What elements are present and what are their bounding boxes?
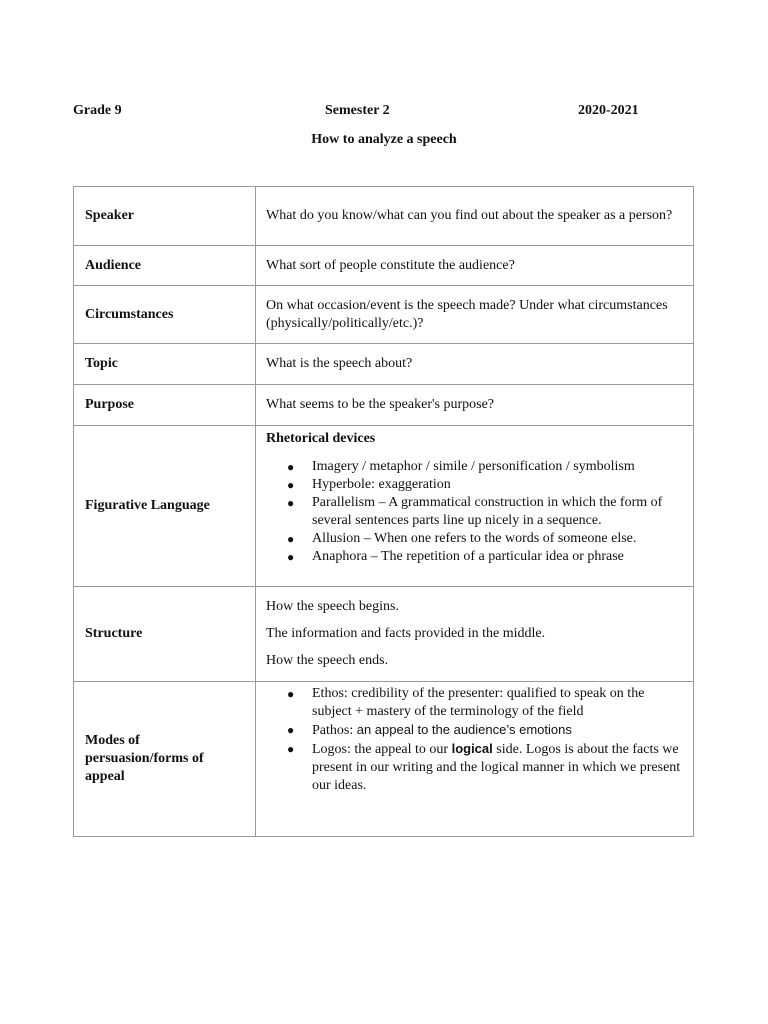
rhetorical-devices-list [266, 458, 685, 566]
row-description: What do you know/what can you find out about the speaker as a person? [256, 187, 694, 246]
table-row-audience [74, 246, 694, 286]
document-header [0, 103, 768, 123]
bullet-icon: ● [287, 460, 295, 474]
row-label: Figurative Language [74, 426, 256, 587]
table-row-topic [74, 344, 694, 385]
row-description: What seems to be the speaker's purpose? [256, 385, 694, 426]
list-item: ● Hyperbole: exaggeration [287, 477, 451, 492]
row-description: What is the speech about? [256, 344, 694, 385]
row-label: Topic [74, 344, 256, 385]
page-title: How to analyze a speech [311, 132, 457, 147]
school-year-label: 2020-2021 [578, 103, 639, 118]
table-row-circumstances [74, 286, 694, 344]
row-label: Modes of persuasion/forms of appeal [74, 682, 256, 837]
bullet-icon: ● [287, 532, 295, 546]
table-row-purpose [74, 385, 694, 426]
list-item: ● Ethos: credibility of the presenter: qualified to speak on the subject + mastery of the terminology of the field [287, 686, 645, 719]
bullet-icon: ● [287, 478, 295, 492]
list-item: ● Imagery / metaphor / simile / personification / symbolism [287, 459, 635, 474]
table-row-modes-of-persuasion [74, 682, 694, 837]
structure-paragraph: How the speech begins. [266, 599, 399, 614]
bullet-icon: ● [287, 496, 295, 510]
structure-paragraph: The information and facts provided in the middle. [266, 626, 546, 641]
speech-analysis-table [73, 186, 694, 837]
row-description [256, 587, 694, 682]
modes-list [266, 685, 685, 795]
row-label: Circumstances [74, 286, 256, 344]
list-item: ● Pathos: an appeal to the audience’s emotions [287, 722, 572, 738]
list-item: ● Allusion – When one refers to the words of someone else. [287, 531, 637, 546]
list-item: ● Parallelism – A grammatical construction in which the form of several sentences parts line up nicely in a sequence. [287, 495, 663, 528]
row-label: Structure [74, 587, 256, 682]
row-description [256, 426, 694, 587]
table-row-figurative-language [74, 426, 694, 587]
row-description [256, 682, 694, 837]
structure-paragraph: How the speech ends. [266, 653, 389, 668]
row-description: On what occasion/event is the speech made? Under what circumstances (physically/politically/etc.)? [256, 286, 694, 344]
bullet-icon: ● [287, 742, 295, 756]
grade-label: Grade 9 [73, 103, 122, 118]
bullet-icon: ● [287, 687, 295, 701]
list-item: ● Logos: the appeal to our logical side. Logos is about the facts we present in our writing and the logical manner in which we present our ideas. [287, 741, 681, 793]
rhetorical-devices-heading: Rhetorical devices [266, 431, 376, 446]
semester-label: Semester 2 [325, 103, 390, 118]
row-label: Audience [74, 246, 256, 286]
row-description: What sort of people constitute the audience? [256, 246, 694, 286]
table-row-structure [74, 587, 694, 682]
table-row-speaker [74, 187, 694, 246]
row-label: Speaker [74, 187, 256, 246]
bullet-icon: ● [287, 723, 295, 737]
bullet-icon: ● [287, 550, 295, 564]
list-item: ● Anaphora – The repetition of a particular idea or phrase [287, 549, 624, 564]
row-label: Purpose [74, 385, 256, 426]
